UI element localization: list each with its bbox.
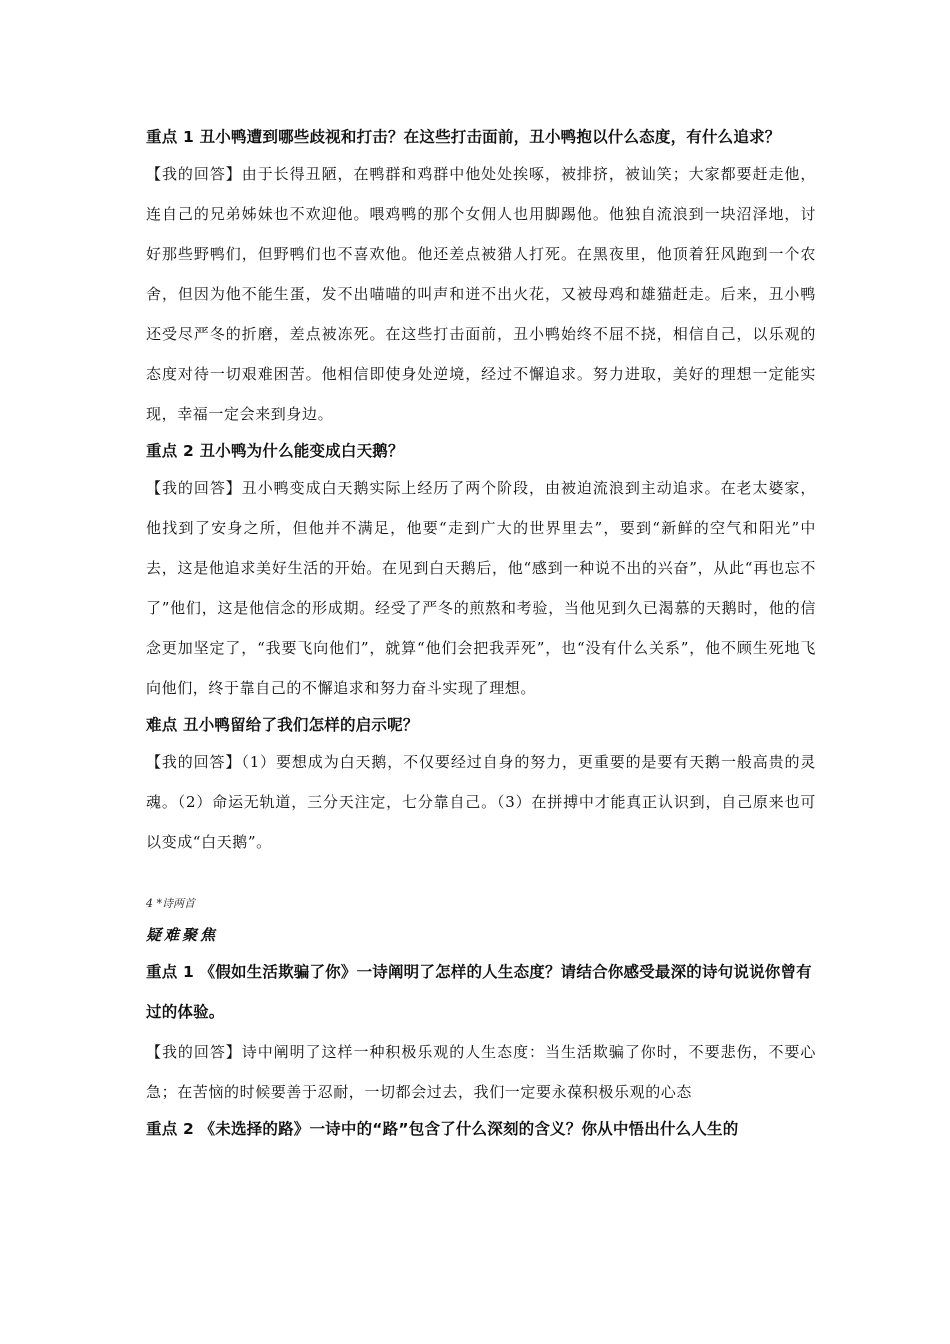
lesson-note: 4 *诗两首 xyxy=(146,897,195,910)
document-page xyxy=(146,120,816,1146)
key-point-1-heading: 重点 1 丑小鸭遭到哪些歧视和打击？在这些打击面前，丑小鸭抱以什么态度，有什么追求？ xyxy=(146,128,781,146)
key-point-2-heading: 重点 2 丑小鸭为什么能变成白天鹅？ xyxy=(146,442,404,460)
difficulty-answer: 【我的回答】（1）要想成为白天鹅，不仅要经过自身的努力，更重要的是要有天鹅一般高贵的灵魂。（2）命运无轨道，三分天注定，七分靠自己。（3）在拼搏中才能真正认识到，自己原来也可以变成“白天鹅”。 xyxy=(146,753,816,851)
key-point-2-answer: 【我的回答】丑小鸭变成白天鹅实际上经历了两个阶段，由被迫流浪到主动追求。在老太婆家，他找到了安身之所，但他并不满足，他要“走到广大的世界里去”，要到“新鲜的空气和阳光”中去，这是他追求美好生活的开始。在见到白天鹅后，他“感到一种说不出的兴奋”，从此“再也忘不了”他们，这是他信念的形成期。经受了严冬的煎熬和考验，当他见到久已渴慕的天鹅时，他的信念更加坚定了，“我要飞向他们”，就算“他们会把我弄死”，也“没有什么关系”，他不顾生死地飞向他们，终于靠自己的不懈追求和努力奋斗实现了理想。 xyxy=(146,479,816,697)
section-title: 疑难聚焦 xyxy=(146,926,219,944)
poem-key-point-2-heading: 重点 2 《未选择的路》一诗中的“路”包含了什么深刻的含义？你从中悟出什么人生的 xyxy=(146,1120,739,1138)
key-point-1-answer: 【我的回答】由于长得丑陋，在鸭群和鸡群中他处处挨啄，被排挤，被讪笑；大家都要赶走他，连自己的兄弟姊妹也不欢迎他。喂鸡鸭的那个女佣人也用脚踢他。他独自流浪到一块沼泽地，讨好那些野鸭们，但野鸭们也不喜欢他。他还差点被猎人打死。在黑夜里，他顶着狂风跑到一个农舍，但因为他不能生蛋，发不出喵喵的叫声和迸不出火花，又被母鸡和雄猫赶走。后来，丑小鸭还受尽严冬的折磨，差点被冻死。在这些打击面前，丑小鸭始终不屈不挠，相信自己，以乐观的态度对待一切艰难困苦。他相信即使身处逆境，经过不懈追求。努力进取，美好的理想一定能实现，幸福一定会来到身边。 xyxy=(146,165,816,423)
poem-key-point-1-heading: 重点 1 《假如生活欺骗了你》一诗阐明了怎样的人生态度？请结合你感受最深的诗句说说你曾有过的体验。 xyxy=(146,963,812,1021)
poem-key-point-1-answer: 【我的回答】诗中阐明了这样一种积极乐观的人生态度：当生活欺骗了你时，不要悲伤，不要心急；在苦恼的时候要善于忍耐，一切都会过去，我们一定要永葆积极乐观的心态 xyxy=(146,1043,816,1101)
difficulty-heading: 难点 丑小鸭留给了我们怎样的启示呢？ xyxy=(146,716,419,734)
